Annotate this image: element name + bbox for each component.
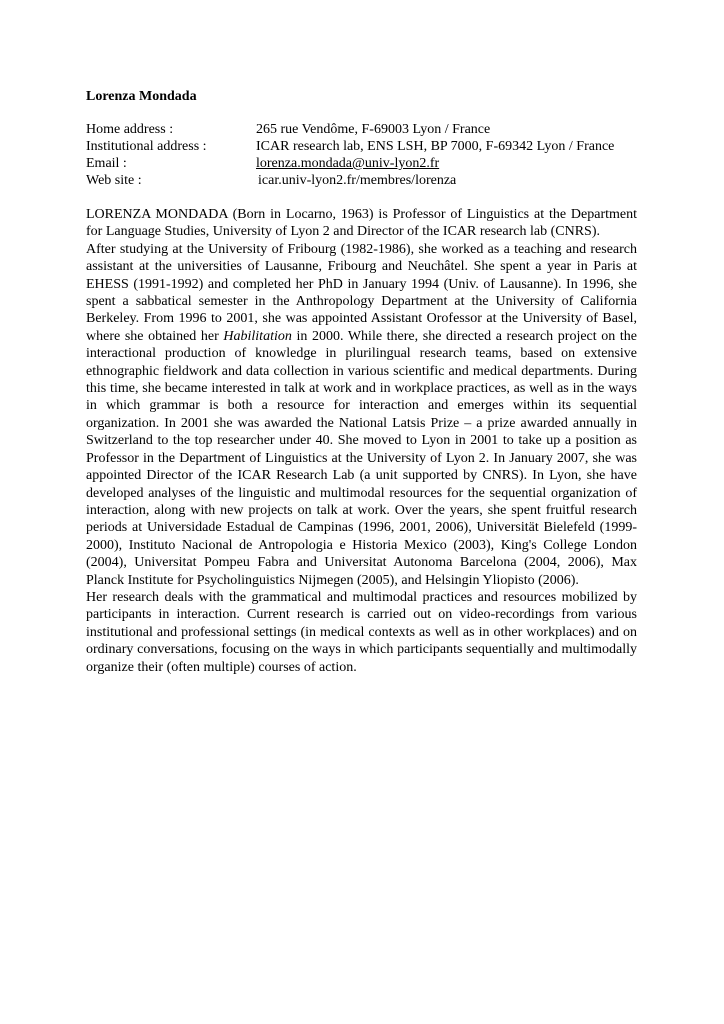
bio-paragraph-1: LORENZA MONDADA (Born in Locarno, 1963) is Professor of Linguistics at the Department for Language Studies, University of Lyon 2 and Director of the ICAR research lab (CNRS). <box>86 207 637 240</box>
contact-block <box>86 121 637 189</box>
institutional-address-label: Institutional address : <box>86 139 207 154</box>
home-address-value: 265 rue Vendôme, F-69003 Lyon / France <box>256 122 491 137</box>
institutional-address-row <box>86 138 637 155</box>
home-address-label: Home address : <box>86 122 174 137</box>
bio-paragraph-2-end: in 2000. While there, she directed a research project on the interactional production of knowledge in plurilingual research teams, based on extensive ethnographic fieldwork and data collection in various scientific and medical departments. During this time, she became interested in talk at work and in workplace practices, as well as in the ways in which grammar is both a resource for interaction and emerges within its sequential organization. In 2001 she was awarded the National Latsis Prize – a prize awarded annually in Switzerland to the top researcher under 40. She moved to Lyon in 2001 to take up a position as Professor in the Department of Linguistics at the University of Lyon 2. In January 2007, she was appointed Director of the ICAR Research Lab (a unit supported by CNRS). In Lyon, she have developed analyses of the linguistic and multimodal resources for the sequential organization of interaction, along with new projects on talk at work. Over the years, she spent fruitful research periods at Universidade Estadual de Campinas (1996, 2001, 2006), Universität Bielefeld (1999-2000), Instituto Nacional de Antropologia e Historia Mexico (2003), King's College London (2004), Universitat Pompeu Fabra and Universitat Autonoma Barcelona (2004, 2006), Max Planck Institute for Psycholinguistics Nijmegen (2005), and Helsingin Yliopisto (2006). <box>86 328 637 588</box>
bio-paragraph-3: Her research deals with the grammatical and multimodal practices and resources mobilized by participants in interaction. Current research is carried out on video-recordings from various institutional and professional settings (in medical contexts as well as in other workplaces) and on ordinary conversations, focusing on the ways in which participants sequentially and multimodally organize their (often multiple) courses of action. <box>86 589 637 675</box>
document-page <box>86 88 637 676</box>
email-label: Email : <box>86 156 127 171</box>
website-value: icar.univ-lyon2.fr/membres/lorenza <box>258 173 457 188</box>
institutional-address-value: ICAR research lab, ENS LSH, BP 7000, F-69342 Lyon / France <box>256 139 615 154</box>
habilitation-term: Habilitation <box>223 328 292 344</box>
bio-paragraph-2 <box>86 241 637 589</box>
website-label: Web site : <box>86 173 142 188</box>
home-address-row <box>86 121 637 138</box>
biography <box>86 206 637 676</box>
bio-paragraph-2-start: After studying at the University of Fribourg (1982-1986), she worked as a teaching and research assistant at the universities of Lausanne, Fribourg and Neuchâtel. She spent a year in Paris at EHESS (1991-1992) and completed her PhD in January 1994 (Univ. of Lausanne). In 1996, she spent a sabbatical semester in the Anthropology Department at the University of California Berkeley. From 1996 to 2001, she was appointed Assistant Orofessor at the University of Basel, where she obtained her <box>86 241 637 344</box>
website-row <box>86 172 637 189</box>
person-name: Lorenza Mondada <box>86 89 197 104</box>
email-row <box>86 155 637 172</box>
email-link[interactable]: lorenza.mondada@univ-lyon2.fr <box>256 156 440 171</box>
